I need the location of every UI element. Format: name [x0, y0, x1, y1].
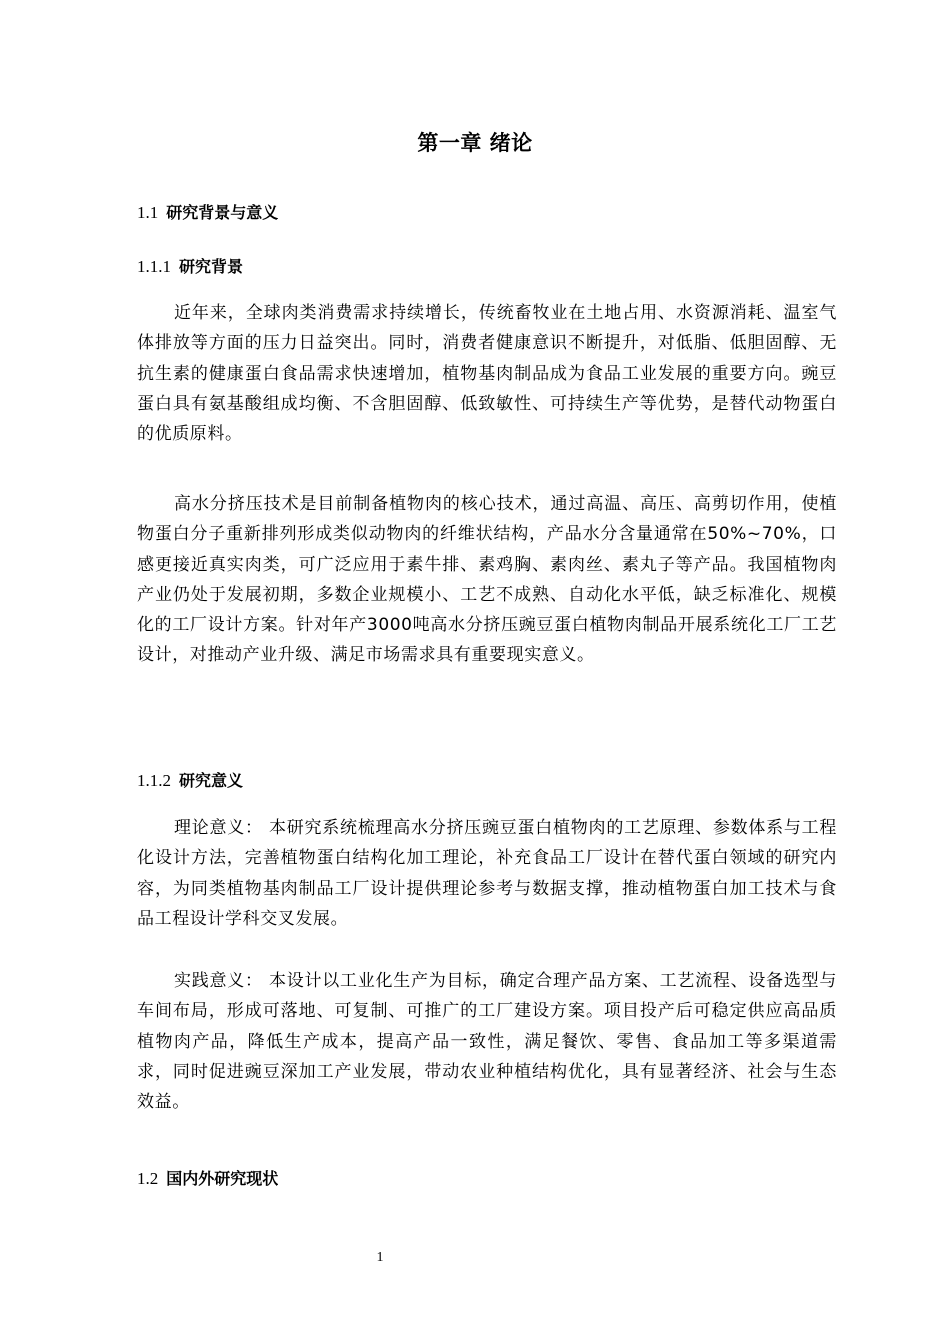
section-title: 研究背景与意义 [166, 203, 279, 222]
section-heading-1-1-1 [137, 255, 243, 279]
chapter-title: 第一章 绪论 [417, 131, 533, 155]
page-number: 1 [376, 1250, 384, 1265]
section-number: 1.2 [137, 1169, 159, 1188]
section-title: 研究意义 [179, 771, 244, 790]
section-title: 国内外研究现状 [166, 1169, 279, 1188]
section-number: 1.1 [137, 203, 159, 222]
paragraph-theoretical-significance: 理论意义： 本研究系统梳理高水分挤压豌豆蛋白植物肉的工艺原理、参数体系与工程化设计方法，完善植物蛋白结构化加工理论，补充食品工厂设计在替代蛋白领域的研究内容，为同类植物基肉制品工厂设计提供理论参考与数据支撑，推动植物蛋白加工技术与食品工程设计学科交叉发展。 [137, 818, 837, 929]
paragraph-practical-significance: 实践意义： 本设计以工业化生产为目标，确定合理产品方案、工艺流程、设备选型与车间布局，形成可落地、可复制、可推广的工厂建设方案。项目投产后可稳定供应高品质植物肉产品，降低生产成本，提高产品一致性，满足餐饮、零售、食品加工等多渠道需求，同时促进豌豆深加工产业发展，带动农业种植结构优化，具有显著经济、社会与生态效益。 [137, 971, 837, 1113]
section-heading-1-1-2 [137, 769, 243, 793]
section-heading-1-1 [137, 201, 278, 225]
paragraph-background-2: 高水分挤压技术是目前制备植物肉的核心技术，通过高温、高压、高剪切作用，使植物蛋白分子重新排列形成类似动物肉的纤维状结构，产品水分含量通常在50%~70%，口感更接近真实肉类，可广泛应用于素牛排、素鸡胸、素肉丝、素丸子等产品。我国植物肉产业仍处于发展初期，多数企业规模小、工艺不成熟、自动化水平低，缺乏标准化、规模化的工厂设计方案。针对年产3000吨高水分挤压豌豆蛋白植物肉制品开展系统化工厂工艺设计，对推动产业升级、满足市场需求具有重要现实意义。 [137, 494, 837, 666]
section-title: 研究背景 [179, 257, 244, 276]
section-number: 1.1.2 [137, 771, 171, 790]
paragraph-background-1: 近年来，全球肉类消费需求持续增长，传统畜牧业在土地占用、水资源消耗、温室气体排放等方面的压力日益突出。同时，消费者健康意识不断提升，对低脂、低胆固醇、无抗生素的健康蛋白食品需求快速增加，植物基肉制品成为食品工业发展的重要方向。豌豆蛋白具有氨基酸组成均衡、不含胆固醇、低致敏性、可持续生产等优势，是替代动物蛋白的优质原料。 [137, 303, 837, 445]
section-heading-1-2 [137, 1167, 278, 1191]
section-number: 1.1.1 [137, 257, 171, 276]
